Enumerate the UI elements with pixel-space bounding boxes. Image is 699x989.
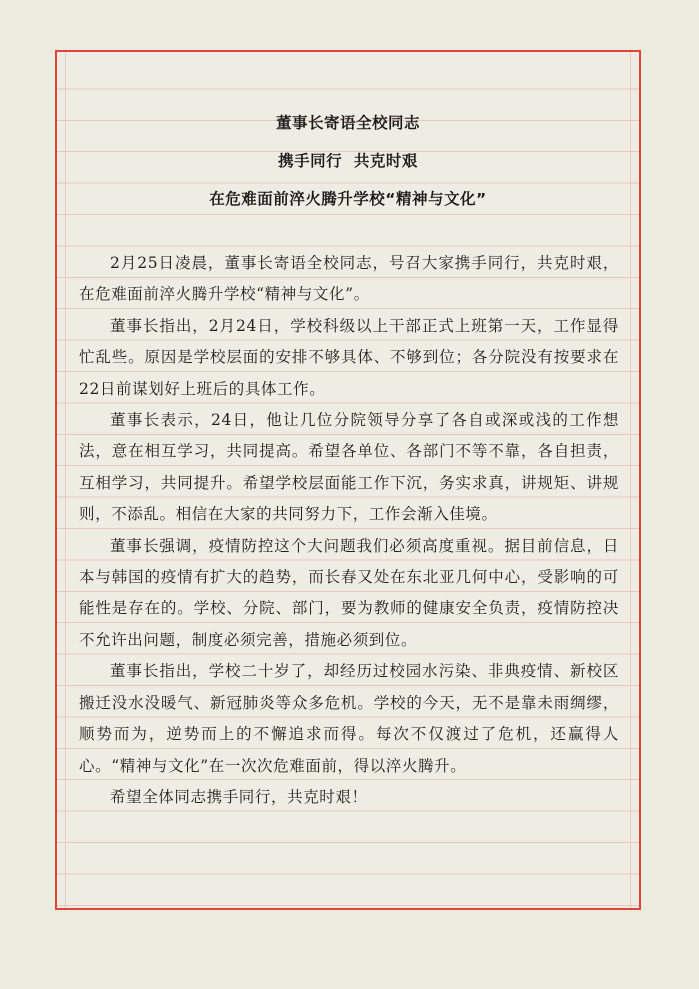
- main-title: 董事长寄语全校同志: [275, 114, 420, 132]
- subtitle-slogan: 携手同行 共克时艰: [278, 152, 418, 170]
- paragraph: 董事长指出，2月24日，学校科级以上干部正式上班第一天，工作显得忙乱些。原因是学校层面的安排不够具体、不够到位；各分院没有按要求在22日前谋划好上班后的具体工作。: [79, 316, 619, 398]
- title-block: [57, 104, 639, 218]
- letter-paper: [55, 50, 641, 910]
- paragraph: 董事长表示，24日，他让几位分院领导分享了各自或深或浅的工作想法，意在相互学习，共同提高。希望各单位、各部门不等不靠，各自担责，互相学习，共同提升。希望学校层面能工作下沉，务实求真，讲规矩、讲规则，不添乱。相信在大家的共同努力下，工作会渐入佳境。: [79, 411, 619, 524]
- paragraph: 董事长强调，疫情防控这个大问题我们必须高度重视。据目前信息，日本与韩国的疫情有扩大的趋势，而长春又处在东北亚几何中心，受影响的可能性是存在的。学校、分院、部门，要为教师的健康安全负责，疫情防控决不允许出问题，制度必须完善，措施必须到位。: [79, 536, 619, 649]
- article-body: [79, 248, 619, 813]
- paragraph: 董事长指出，学校二十岁了，却经历过校园水污染、非典疫情、新校区搬迁没水没暖气、新冠肺炎等众多危机。学校的今天，无不是靠未雨绸缪，顺势而为，逆势而上的不懈追求而得。每次不仅渡过了危机，还赢得人心。“精神与文化”在一次次危难面前，得以淬火腾升。: [79, 662, 619, 775]
- paragraph: 希望全体同志携手同行，共克时艰！: [110, 787, 368, 806]
- subtitle-theme: 在危难面前淬火腾升学校“精神与文化”: [209, 190, 487, 208]
- paragraph: 2月25日凌晨，董事长寄语全校同志，号召大家携手同行，共克时艰，在危难面前淬火腾升学校“精神与文化”。: [79, 254, 619, 304]
